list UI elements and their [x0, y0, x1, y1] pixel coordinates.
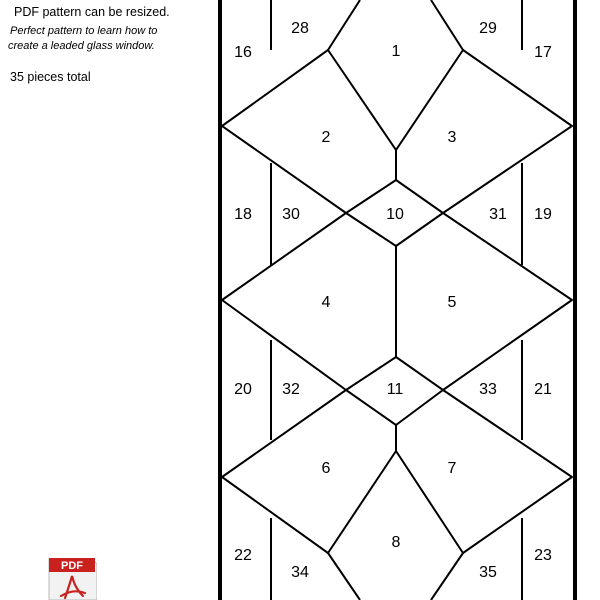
piece-label-20: 20 [234, 381, 252, 399]
piece-label-29: 29 [479, 20, 497, 38]
piece-label-7: 7 [447, 460, 457, 478]
piece-labels [234, 20, 552, 581]
resize-note: PDF pattern can be resized. [14, 5, 170, 19]
piece-label-2: 2 [321, 129, 331, 147]
piece-label-11: 11 [386, 381, 404, 399]
piece-label-30: 30 [282, 206, 300, 224]
piece-label-22: 22 [234, 547, 252, 565]
piece-count: 35 pieces total [10, 70, 91, 84]
piece-label-16: 16 [234, 44, 252, 62]
piece-label-31: 31 [489, 206, 507, 224]
piece-label-6: 6 [321, 460, 331, 478]
piece-label-8: 8 [391, 534, 401, 552]
piece-label-35: 35 [479, 564, 497, 582]
piece-label-28: 28 [291, 20, 309, 38]
piece-label-3: 3 [447, 129, 457, 147]
piece-label-32: 32 [282, 381, 300, 399]
piece-label-18: 18 [234, 206, 252, 224]
piece-label-21: 21 [534, 381, 552, 399]
piece-label-4: 4 [321, 294, 331, 312]
piece-label-23: 23 [534, 547, 552, 565]
piece-label-5: 5 [447, 294, 457, 312]
came-lines [222, 0, 572, 600]
piece-label-10: 10 [386, 206, 404, 224]
pdf-badge-label: PDF [61, 560, 83, 572]
learn-note-line1: Perfect pattern to learn how to [10, 25, 158, 37]
piece-label-33: 33 [479, 381, 497, 399]
piece-label-1: 1 [391, 43, 401, 61]
piece-label-34: 34 [291, 564, 309, 582]
learn-note-line2: create a leaded glass window. [8, 40, 155, 52]
piece-label-19: 19 [534, 206, 552, 224]
piece-label-17: 17 [534, 44, 552, 62]
